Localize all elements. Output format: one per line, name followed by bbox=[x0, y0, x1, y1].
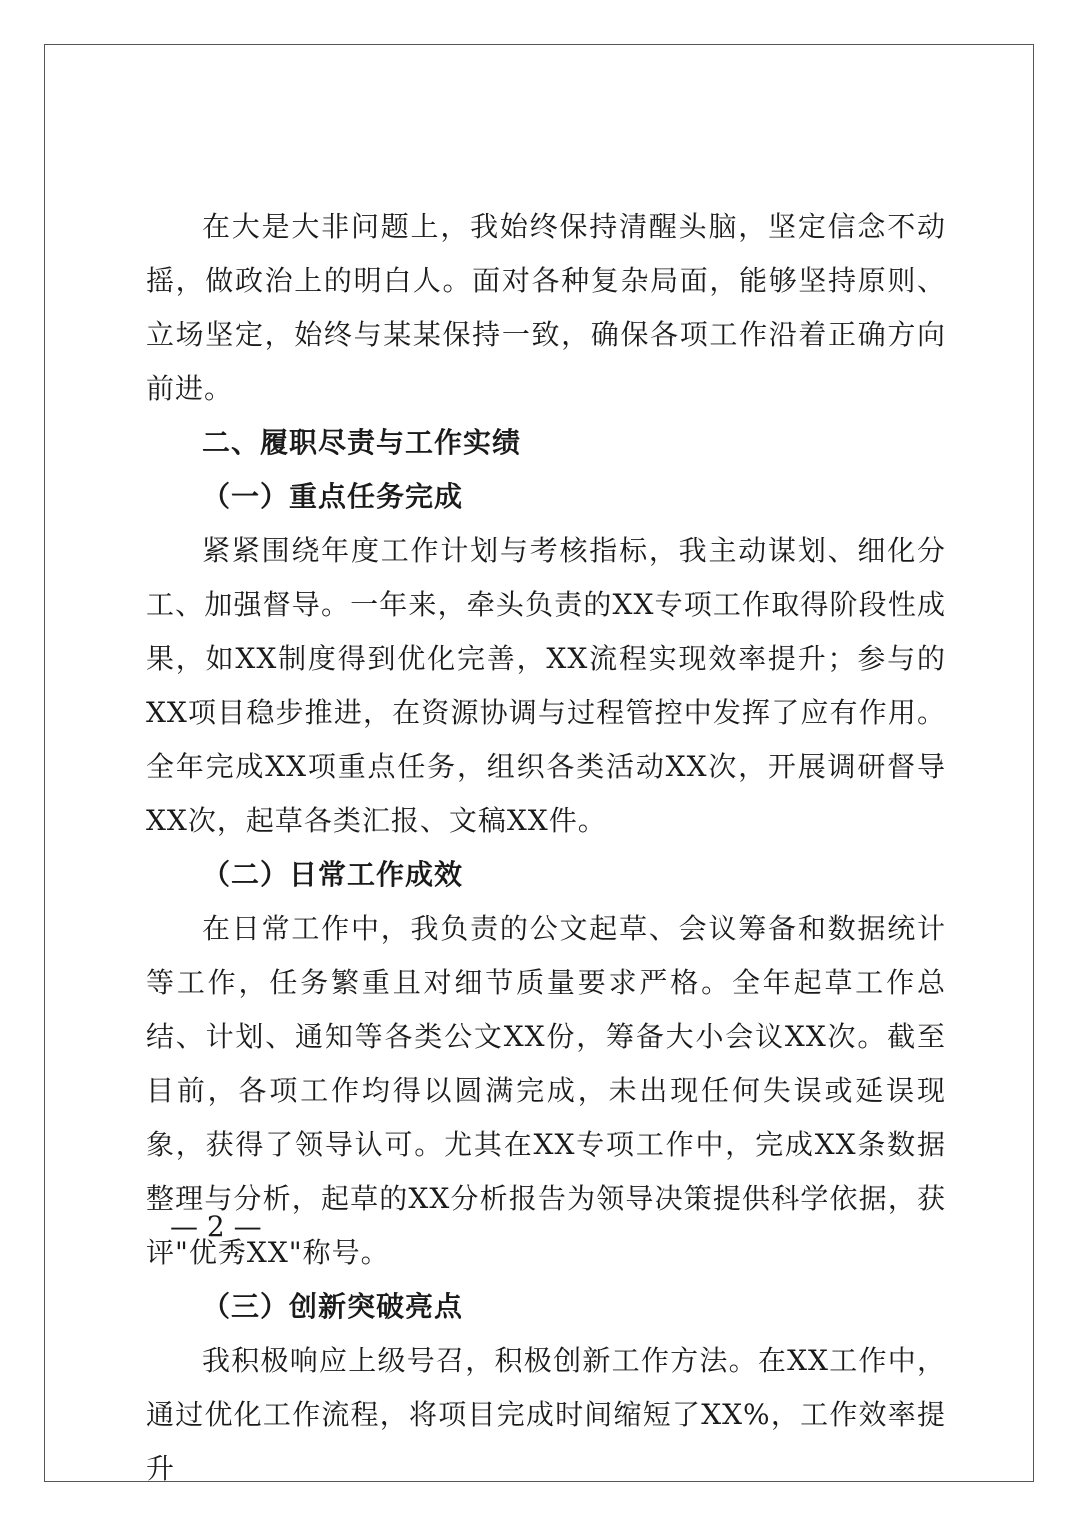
paragraph-daily-work: 在日常工作中，我负责的公文起草、会议筹备和数据统计等工作，任务繁重且对细节质量要求严格。全年起草工作总结、计划、通知等各类公文XX份，筹备大小会议XX次。截至目前，各项工作均得以圆满完成，未出现任何失误或延误现象，获得了领导认可。尤其在XX专项工作中，完成XX条数据整理与分析，起草的XX分析报告为领导决策提供科学依据，获评"优秀XX"称号。 bbox=[146, 912, 946, 1269]
paragraph-key-tasks: 紧紧围绕年度工作计划与考核指标，我主动谋划、细化分工、加强督导。一年来，牵头负责的XX专项工作取得阶段性成果，如XX制度得到优化完善，XX流程实现效率提升；参与的XX项目稳步推进，在资源协调与过程管控中发挥了应有作用。全年完成XX项重点任务，组织各类活动XX次，开展调研督导XX次，起草各类汇报、文稿XX件。 bbox=[146, 534, 946, 837]
paragraph-political-stance: 在大是大非问题上，我始终保持清醒头脑，坚定信念不动摇，做政治上的明白人。面对各种复杂局面，能够坚持原则、立场坚定，始终与某某保持一致，确保各项工作沿着正确方向前进。 bbox=[146, 210, 946, 405]
subheading-daily-work: （二）日常工作成效 bbox=[202, 858, 464, 891]
page-number: — 2 — bbox=[170, 1210, 262, 1243]
subheading-key-tasks: （一）重点任务完成 bbox=[202, 480, 464, 513]
subheading-innovation: （三）创新突破亮点 bbox=[202, 1290, 464, 1323]
paragraph-innovation: 我积极响应上级号召，积极创新工作方法。在XX工作中，通过优化工作流程，将项目完成时间缩短了XX%，工作效率提升 bbox=[146, 1344, 946, 1485]
document-body bbox=[146, 200, 946, 1496]
section-heading-duties: 二、履职尽责与工作实绩 bbox=[202, 426, 522, 459]
